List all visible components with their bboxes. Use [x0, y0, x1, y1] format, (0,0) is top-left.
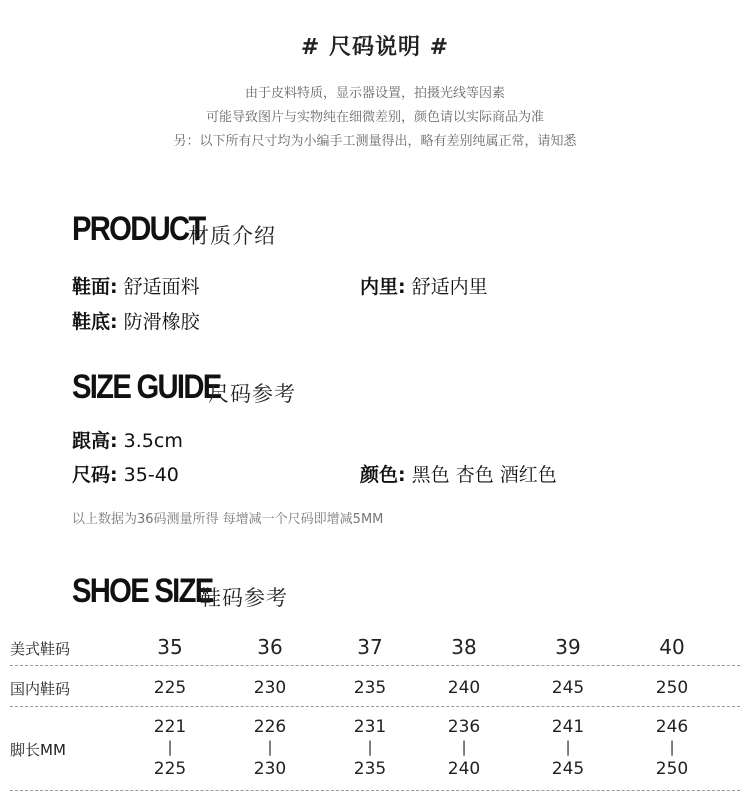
cn-size-cell: 245: [551, 678, 585, 698]
range-mark: |: [669, 738, 675, 756]
sole-material: [72, 307, 200, 334]
range-mark: |: [167, 738, 173, 756]
cn-size-cell: 225: [153, 678, 187, 698]
row-label-foot-length: 脚长MM: [10, 741, 66, 759]
product-subheading: 材质介绍: [188, 224, 276, 248]
us-size-cell: 35: [157, 635, 183, 659]
disclaimer-line-3: 另：以下所有尺寸均为小编手工测量得出，略有差别纯属正常，请知悉: [173, 134, 577, 149]
us-size-cell: 38: [451, 635, 477, 659]
heel-value: 3.5cm: [123, 430, 183, 452]
foot-min-cell: 231: [353, 717, 387, 737]
product-heading: PRODUCT: [72, 210, 205, 248]
foot-min-cell: 241: [551, 717, 585, 737]
foot-min-cell: 246: [655, 717, 689, 737]
row-divider: [10, 790, 740, 791]
upper-label: 鞋面:: [72, 276, 118, 298]
foot-min-cell: 236: [447, 717, 481, 737]
foot-max-cell: 235: [353, 759, 387, 779]
range-mark: |: [565, 738, 571, 756]
heel-height: [72, 426, 183, 453]
color-label: 颜色:: [360, 464, 406, 486]
cn-size-cell: 230: [253, 678, 287, 698]
shoe-size-subheading: 鞋码参考: [200, 586, 288, 610]
heel-label: 跟高:: [72, 430, 118, 452]
row-label-cn: 国内鞋码: [10, 680, 71, 698]
lining-material: [360, 272, 488, 299]
upper-value: 舒适面料: [123, 276, 200, 298]
color-value: 黑色 杏色 酒红色: [411, 464, 557, 486]
disclaimer-line-1: 由于皮料特质，显示器设置，拍摄光线等因素: [244, 86, 505, 101]
us-size-cell: 39: [555, 635, 581, 659]
upper-material: [72, 272, 200, 299]
disclaimer-line-2: 可能导致图片与实物纯在细微差别，颜色请以实际商品为准: [205, 110, 544, 125]
shoe-size-heading: SHOE SIZE: [72, 572, 213, 610]
sole-value: 防滑橡胶: [123, 311, 200, 333]
us-size-cell: 36: [257, 635, 283, 659]
size-value: 35-40: [123, 464, 179, 486]
range-mark: |: [367, 738, 373, 756]
us-size-cell: 40: [659, 635, 685, 659]
cn-size-cell: 240: [447, 678, 481, 698]
foot-max-cell: 225: [153, 759, 187, 779]
range-mark: |: [267, 738, 273, 756]
range-mark: |: [461, 738, 467, 756]
size-guide-heading: SIZE GUIDE: [72, 368, 221, 406]
us-size-cell: 37: [357, 635, 383, 659]
foot-max-cell: 240: [447, 759, 481, 779]
colors: [360, 460, 557, 487]
lining-value: 舒适内里: [411, 276, 488, 298]
row-divider: [10, 706, 740, 707]
lining-label: 内里:: [360, 276, 406, 298]
row-divider: [10, 665, 740, 666]
size-label: 尺码:: [72, 464, 118, 486]
measurement-note: 以上数据为36码测量所得 每增减一个尺码即增减5MM: [72, 512, 384, 527]
size-guide-subheading: 尺码参考: [208, 382, 296, 406]
foot-max-cell: 250: [655, 759, 689, 779]
cn-size-cell: 250: [655, 678, 689, 698]
foot-min-cell: 226: [253, 717, 287, 737]
cn-size-cell: 235: [353, 678, 387, 698]
row-label-us: 美式鞋码: [10, 640, 71, 658]
size-range: [72, 460, 179, 487]
foot-max-cell: 230: [253, 759, 287, 779]
page-title: # 尺码说明 #: [300, 35, 450, 60]
foot-min-cell: 221: [153, 717, 187, 737]
sole-label: 鞋底:: [72, 311, 118, 333]
foot-max-cell: 245: [551, 759, 585, 779]
